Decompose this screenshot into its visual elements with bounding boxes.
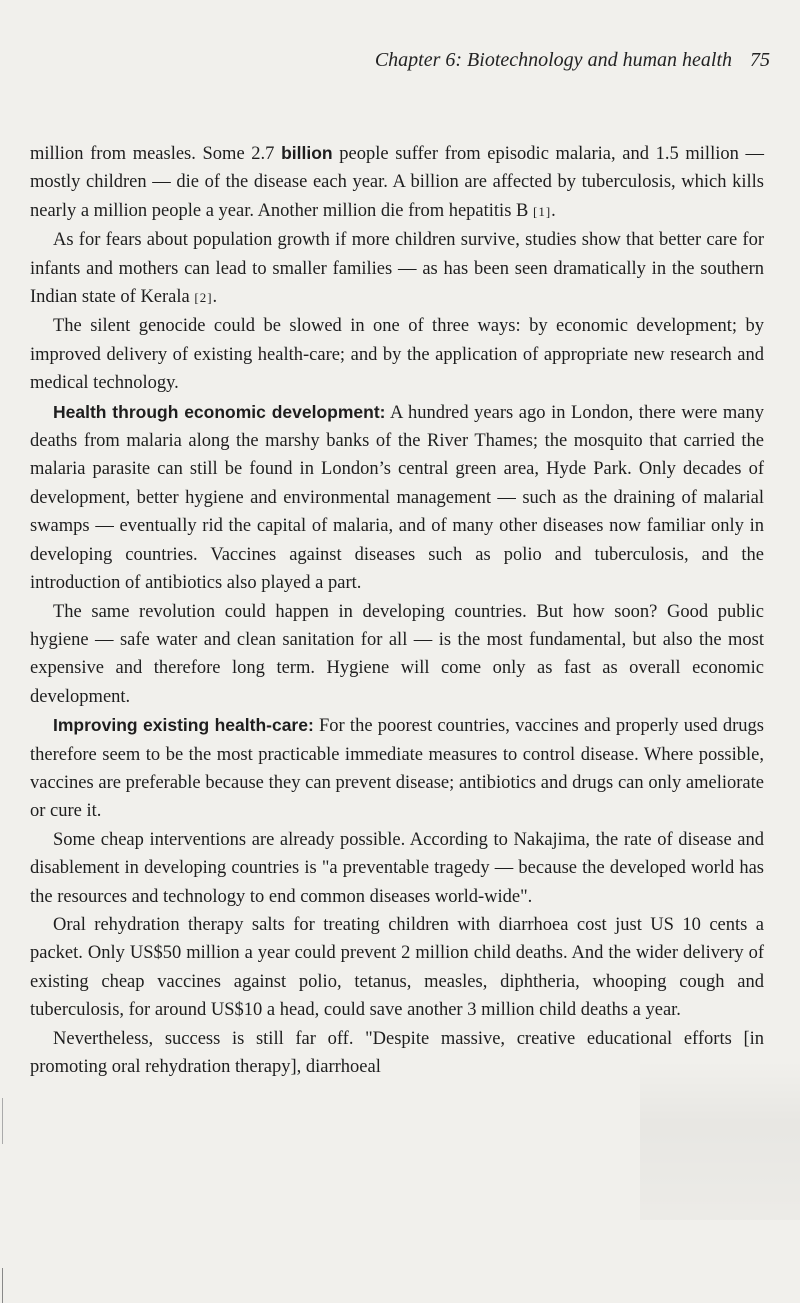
paragraph-2 — [30, 226, 764, 312]
reference-marker-1: [1] — [532, 203, 552, 219]
paragraph-9: Nevertheless, success is still far off. "Despite massive, creative educational efforts [in promoting oral rehydration therapy], diarrhoeal — [30, 1028, 764, 1077]
bold-word-billion: billion — [281, 143, 333, 163]
paragraph-6 — [30, 711, 764, 826]
paragraph-1-text-b: people suffer from episodic malaria, and 1.5 million — mostly children — die of the disease each year. A billion are affected by tuberculosis, which kills nearly a million people a year. Another million die from hepatitis B — [30, 144, 764, 221]
paragraph-5: The same revolution could happen in developing countries. But how soon? Good public hygiene — safe water and clean sanitation for all — is the most fundamental, but also the most expensive and therefore long term. Hygiene will come only as fast as overall economic development. — [30, 601, 764, 707]
running-title: Chapter 6: Biotechnology and human health — [374, 49, 732, 71]
paragraph-1-text-a: million from measles. Some 2.7 — [30, 144, 282, 164]
paragraph-4 — [30, 398, 764, 598]
paragraph-6-text: For the poorest countries, vaccines and properly used drugs therefore seem to be the most practicable immediate measures to control disease. Where possible, vaccines are preferable because they can prevent disease; antibiotics and drugs can only ameliorate or cure it. — [30, 716, 764, 822]
section-lead-economic-development: Health through economic development: — [53, 401, 386, 422]
reference-marker-2: [2] — [194, 290, 213, 306]
body-text — [30, 139, 764, 1081]
paragraph-1-text-c: . — [551, 200, 556, 221]
paragraph-2-text-b: . — [212, 287, 218, 308]
scan-margin-mark — [2, 1098, 3, 1144]
paragraph-8: Oral rehydration therapy salts for treating children with diarrhoea cost just US 10 cents a packet. Only US$50 million a year could prevent 2 million child deaths. And the wider delivery of existing cheap vaccines against polio, tetanus, measles, diphtheria, whooping cough and tuberculosis, for around US$10 a head, could save another 3 million child deaths a year. — [30, 914, 764, 1021]
scan-edge-line — [2, 1268, 3, 1303]
paragraph-4-text: A hundred years ago in London, there were many deaths from malaria along the marshy banks of the River Thames; the mosquito that carried the malaria parasite can still be found in London’s central green area, Hyde Park. Only decades of development, better hygiene and environmental management — such as the draining of malarial swamps — eventually rid the capital of malaria, and of many other diseases now familiar only in developing countries. Vaccines against diseases such as polio and tuberculosis, and the introduction of antibiotics also played a part. — [30, 402, 764, 594]
show-through-shadow — [640, 1060, 800, 1220]
page-number: 75 — [750, 49, 770, 71]
paragraph-3: The silent genocide could be slowed in one of three ways: by economic development; by improved delivery of existing health-care; and by the application of appropriate new research and medical technology. — [30, 316, 764, 394]
paragraph-1 — [30, 139, 764, 226]
paragraph-2-text-a: As for fears about population growth if more children survive, studies show that better care for infants and mothers can lead to smaller families — as has been seen dramatically in the southern Indian state of Kerala — [30, 230, 764, 308]
running-header — [0, 48, 770, 72]
section-lead-health-care: Improving existing health-care: — [53, 715, 314, 736]
paragraph-7: Some cheap interventions are already possible. According to Nakajima, the rate of disease and disablement in developing countries is "a preventable tragedy — because the developed world has the resources and technology to end common diseases world-wide". — [30, 829, 764, 907]
